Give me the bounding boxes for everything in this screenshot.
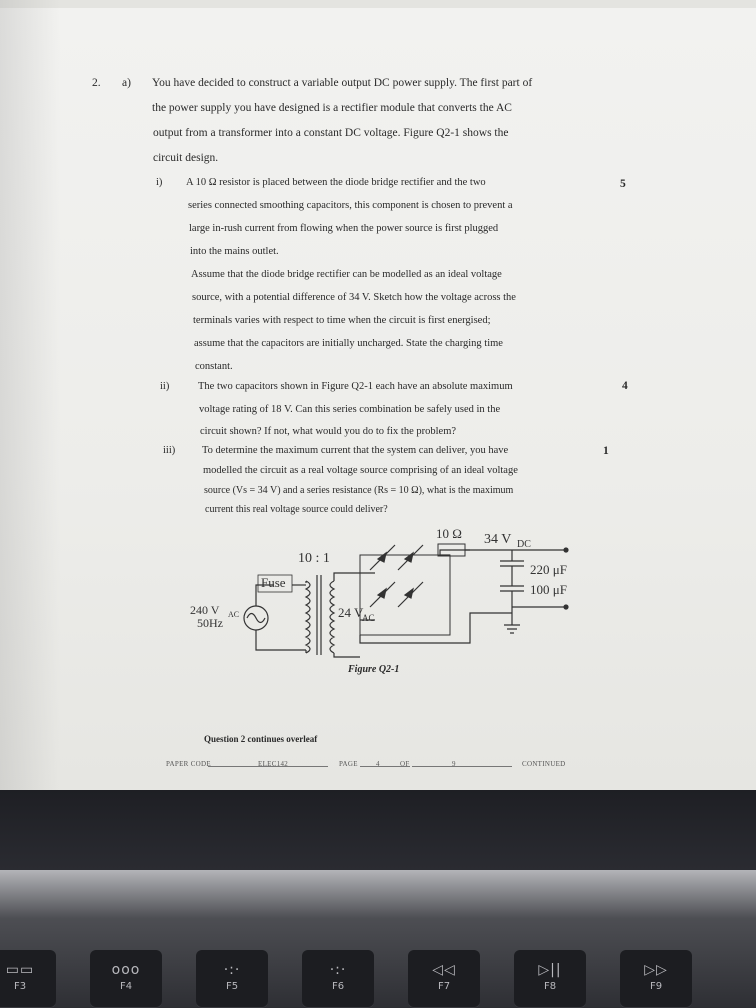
launchpad-icon: ooo xyxy=(111,962,141,978)
f4-key[interactable]: ooo F4 xyxy=(90,950,162,1008)
keyboard-backlight-up-icon: ·:· xyxy=(329,962,347,978)
intro-line: circuit design. xyxy=(153,152,219,164)
sub-i-line: constant. xyxy=(195,361,233,372)
sub-iii-line: modelled the circuit as a real voltage source comprising of an ideal voltage xyxy=(203,465,518,476)
page-number: 4 xyxy=(376,760,380,768)
cap1-label: 220 μF xyxy=(530,562,567,577)
fast-forward-icon: ▷▷ xyxy=(644,962,668,978)
sub-i-marks: 5 xyxy=(620,178,626,190)
f8-key[interactable]: ▷|| F8 xyxy=(514,950,586,1008)
top-edge xyxy=(0,0,756,8)
paper-code: ELEC142 xyxy=(258,760,289,768)
source-frequency: 50Hz xyxy=(197,616,223,630)
capacitor-100uF xyxy=(500,586,524,591)
sub-ii-marks: 4 xyxy=(622,380,628,392)
f7-key[interactable]: ◁◁ F7 xyxy=(408,950,480,1008)
footer-rule xyxy=(412,766,512,767)
sub-i-line: series connected smoothing capacitors, this component is chosen to prevent a xyxy=(188,200,513,211)
sub-iii-line: To determine the maximum current that the system can deliver, you have xyxy=(202,445,509,456)
keyboard-backlight-down-icon: ·:· xyxy=(223,962,241,978)
secondary-voltage-sub: AC xyxy=(362,613,375,623)
ratio-label: 10 : 1 xyxy=(298,551,330,566)
sub-iii-label: iii) xyxy=(163,445,176,456)
mission-control-icon: ▭▭ xyxy=(5,962,35,978)
sub-i-line: into the mains outlet. xyxy=(190,246,279,257)
source-voltage-sub: AC xyxy=(228,610,240,619)
page-total: 9 xyxy=(452,760,456,768)
f6-key[interactable]: ·:· F6 xyxy=(302,950,374,1008)
intro-line: You have decided to construct a variable output DC power supply. The first part of xyxy=(152,77,533,89)
fuse-label: Fuse xyxy=(261,575,286,590)
source-voltage-label: 240 V xyxy=(190,603,220,617)
sub-ii-line: The two capacitors shown in Figure Q2-1 each have an absolute maximum xyxy=(198,381,513,392)
sub-iii-line: current this real voltage source could deliver? xyxy=(205,504,388,515)
sub-i-label: i) xyxy=(156,177,163,188)
f3-key[interactable]: ▭▭ F3 xyxy=(0,950,56,1008)
sub-i-line: assume that the capacitors are initially uncharged. State the charging time xyxy=(194,338,503,349)
sub-i-line: Assume that the diode bridge rectifier can be modelled as an ideal voltage xyxy=(191,269,502,280)
sub-ii-label: ii) xyxy=(160,381,170,392)
play-pause-icon: ▷|| xyxy=(538,962,562,978)
question-part: a) xyxy=(122,77,131,89)
cap2-label: 100 μF xyxy=(530,582,567,597)
sub-iii-marks: 1 xyxy=(603,445,609,457)
sub-i-line: A 10 Ω resistor is placed between the diode bridge rectifier and the two xyxy=(186,177,486,188)
page-label: PAGE xyxy=(339,760,358,768)
sub-i-line: terminals varies with respect to time when the circuit is first energised; xyxy=(193,315,491,326)
resistor-label: 10 Ω xyxy=(436,526,462,541)
sub-i-line: source, with a potential difference of 34 V. Sketch how the voltage across the xyxy=(192,292,516,303)
paper-code-label: PAPER CODE xyxy=(166,760,211,768)
rewind-icon: ◁◁ xyxy=(432,962,456,978)
ground-symbol xyxy=(504,625,520,633)
continues-note: Question 2 continues overleaf xyxy=(204,734,318,744)
laptop-bezel xyxy=(0,790,756,870)
intro-line: output from a transformer into a constant DC voltage. Figure Q2-1 shows the xyxy=(153,127,509,139)
sub-ii-line: circuit shown? If not, what would you do to fix the problem? xyxy=(200,426,457,437)
sub-i-line: large in-rush current from flowing when the power source is first plugged xyxy=(189,223,499,234)
capacitor-220uF xyxy=(500,561,524,566)
dc-voltage-sub: DC xyxy=(517,539,531,550)
f5-key[interactable]: ·:· F5 xyxy=(196,950,268,1008)
f9-key[interactable]: ▷▷ F9 xyxy=(620,950,692,1008)
sub-iii-line: source (Vs = 34 V) and a series resistance (Rs = 10 Ω), what is the maximum xyxy=(204,485,514,496)
of-label: OF xyxy=(400,760,410,768)
circuit-diagram xyxy=(0,515,756,715)
continued-label: CONTINUED xyxy=(522,760,566,768)
secondary-voltage-label: 24 V xyxy=(338,605,364,620)
question-number: 2. xyxy=(92,77,101,89)
figure-caption: Figure Q2-1 xyxy=(348,664,400,675)
sub-ii-line: voltage rating of 18 V. Can this series combination be safely used in the xyxy=(199,404,501,415)
intro-line: the power supply you have designed is a rectifier module that converts the AC xyxy=(152,102,512,114)
dc-voltage-label: 34 V xyxy=(484,532,512,547)
